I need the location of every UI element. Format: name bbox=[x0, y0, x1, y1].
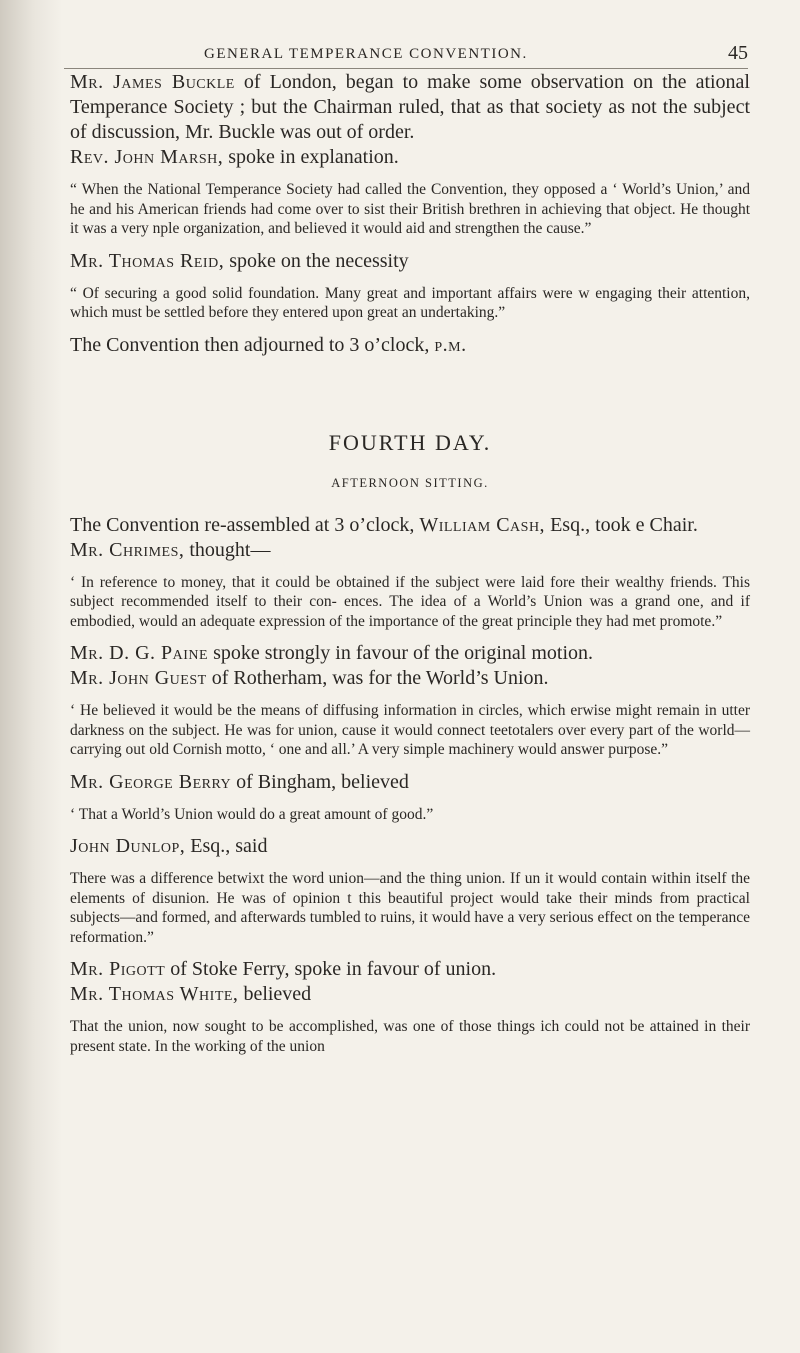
running-header bbox=[64, 44, 748, 69]
paragraph-pigott bbox=[70, 957, 750, 982]
paragraph-text: of London, began to make some observation on the ational Temperance Society ; but the Chairman ruled, that as that society as not the subject of discussion, Mr. Buckle was out of order. bbox=[70, 71, 750, 143]
page-gutter-shadow bbox=[0, 0, 62, 1353]
paragraph-text: of Bingham, believed bbox=[231, 770, 409, 793]
speaker-name: Mr. Chrimes, bbox=[70, 538, 185, 561]
paragraph-white bbox=[70, 982, 750, 1007]
quote-white: That the union, now sought to be accomplished, was one of those things ich could not be attained in their present state. In the working of the union bbox=[70, 1018, 750, 1055]
paragraph-text: believed bbox=[238, 983, 312, 1005]
paragraph-paine bbox=[70, 641, 750, 666]
running-title: GENERAL TEMPERANCE CONVENTION. bbox=[204, 46, 528, 62]
quote-guest: ‘ He believed it would be the means of diffusing information in circles, which erwise might remain in utter darkness on the subject. He was for union, cause it would connect teetotalers over every part of the world—carrying out old Cornish motto, ‘ one and all.’ A very simple machinery would answer purpose.” bbox=[70, 702, 750, 758]
paragraph-text: spoke strongly in favour of the original motion. bbox=[208, 642, 594, 664]
paragraph-text: The Convention then adjourned to 3 o’clock, bbox=[70, 333, 435, 356]
speaker-name: Mr. Thomas White, bbox=[70, 983, 239, 1005]
speaker-name: Mr. Thomas Reid, bbox=[70, 249, 225, 272]
page-body bbox=[70, 70, 750, 1066]
quote-marsh: “ When the National Temperance Society had called the Convention, they opposed a ‘ World’s Union,’ and he and his American friends had come over to sist their British brethren in achieving that object. He thought it was a very nple organization, and believed it would aid and strengthen the cause.” bbox=[70, 181, 750, 237]
paragraph-text: spoke on the necessity bbox=[224, 249, 409, 272]
paragraph-text: thought— bbox=[184, 538, 271, 561]
speaker-name: William Cash, bbox=[419, 513, 546, 536]
book-page bbox=[60, 0, 750, 1353]
paragraph-text: of Stoke Ferry, spoke in favour of union. bbox=[165, 958, 497, 980]
speaker-name: Mr. James Buckle bbox=[70, 71, 235, 93]
time-pm: p.m. bbox=[434, 333, 467, 356]
speaker-name: Mr. Pigott bbox=[70, 958, 166, 980]
paragraph-text: Esq., said bbox=[185, 835, 268, 857]
quote-reid: “ Of securing a good solid foundation. Many great and important affairs were w engaging their attention, which must be settled before they entered upon great an undertaking.” bbox=[70, 284, 750, 321]
paragraph-reassembled bbox=[70, 513, 750, 538]
paragraph-dunlop bbox=[70, 834, 750, 859]
paragraph-buckle bbox=[70, 70, 750, 145]
speaker-name: Mr. John Guest bbox=[70, 667, 207, 689]
paragraph-guest bbox=[70, 666, 750, 691]
speaker-name: John Dunlop, bbox=[70, 835, 186, 857]
quote-dunlop: There was a difference betwixt the word union—and the thing union. If un it would contain within itself the elements of disunion. He was of opinion t this beautiful project would take their minds from practical subjects—and formed, and afterwards tumbled to ruins, it would have a very serious effect on the temperance reformation.” bbox=[70, 870, 750, 946]
paragraph-berry bbox=[70, 770, 750, 795]
quote-chrimes: ‘ In reference to money, that it could be obtained if the subject were laid fore their wealthy friends. This subject recommended itself to their con- ences. The idea of a World’s Union was a grand one, and if embodied, would an adequate expression of the importance of the great principle they had met promote.” bbox=[70, 573, 750, 630]
paragraph-marsh bbox=[70, 145, 750, 170]
speaker-name: Mr. D. G. Paine bbox=[70, 642, 209, 664]
paragraph-adjourned bbox=[70, 333, 750, 358]
page-number: 45 bbox=[728, 42, 748, 64]
paragraph-text: spoke in explanation. bbox=[223, 146, 399, 168]
subheading-afternoon-sitting: AFTERNOON SITTING. bbox=[331, 475, 489, 490]
paragraph-text: Esq., took e Chair. bbox=[545, 513, 698, 536]
speaker-name: Rev. John Marsh, bbox=[70, 146, 224, 168]
quote-berry: ‘ That a World’s Union would do a great amount of good.” bbox=[70, 805, 434, 823]
paragraph-chrimes bbox=[70, 538, 750, 563]
paragraph-reid bbox=[70, 249, 750, 274]
paragraph-text: of Rotherham, was for the World’s Union. bbox=[206, 667, 549, 689]
paragraph-text: The Convention re-assembled at 3 o’clock, bbox=[70, 513, 420, 536]
section-heading-fourth-day: FOURTH DAY. bbox=[328, 429, 492, 455]
speaker-name: Mr. George Berry bbox=[70, 770, 232, 793]
